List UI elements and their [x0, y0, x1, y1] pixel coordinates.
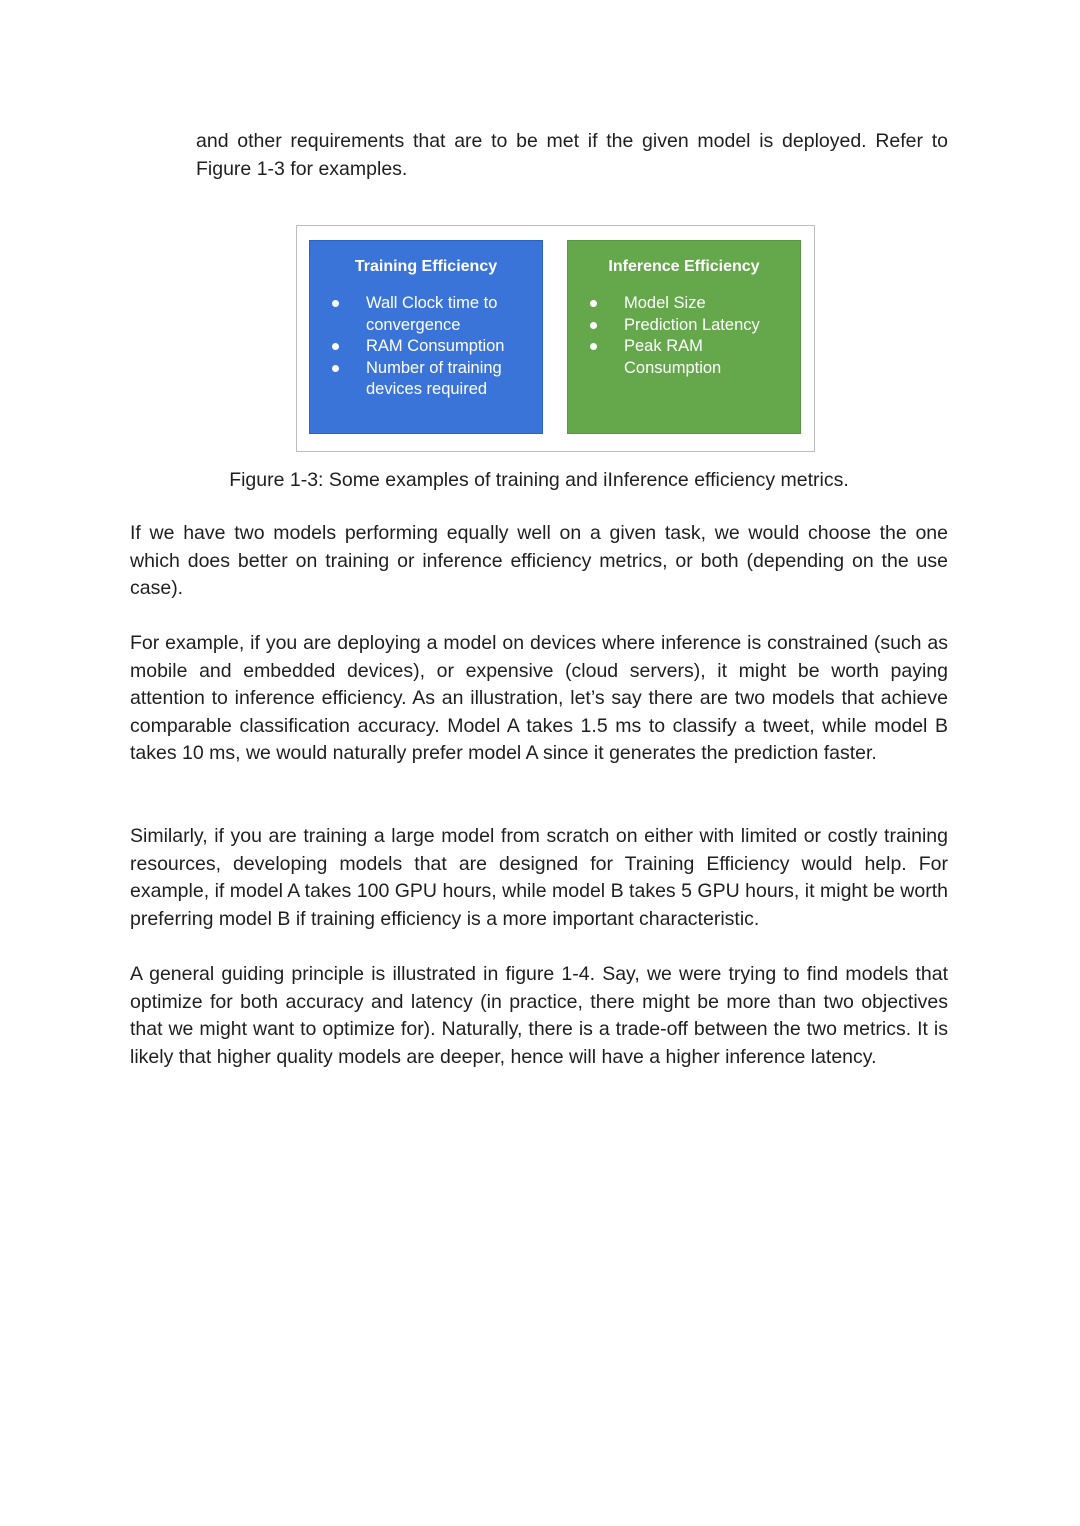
list-item [310, 358, 542, 401]
inference-efficiency-panel [567, 240, 801, 434]
paragraph-intro: and other requirements that are to be met if the given model is deployed. Refer to Figure 1-3 for examples. [196, 130, 948, 180]
list-item [310, 336, 542, 358]
list-item [568, 315, 800, 337]
list-item [568, 293, 800, 315]
list-item [568, 336, 800, 379]
paragraph-similarly: Similarly, if you are training a large model from scratch on either with limited or costly training resources, developing models that are designed for Training Efficiency would help. For example, if model A takes 100 GPU hours, while model B takes 5 GPU hours, it might be worth preferring model B if training efficiency is a more important characteristic. [130, 825, 948, 930]
list-item-text: Number of training devices required [366, 358, 502, 398]
inference-efficiency-list [568, 293, 800, 379]
bullet-icon [590, 343, 597, 350]
list-item-text: Wall Clock time to convergence [366, 294, 498, 334]
list-item-text: Peak RAM Consumption [624, 337, 722, 377]
list-item-text: RAM Consumption [366, 337, 505, 355]
bullet-icon [332, 300, 339, 307]
figure-1-3 [296, 225, 815, 452]
training-efficiency-title: Training Efficiency [354, 258, 498, 275]
bullet-icon [332, 343, 339, 350]
bullet-icon [590, 300, 597, 307]
training-efficiency-panel [309, 240, 543, 434]
inference-efficiency-title: Inference Efficiency [608, 258, 760, 275]
bullet-icon [590, 322, 597, 329]
paragraph-example: For example, if you are deploying a model on devices where inference is constrained (such as mobile and embedded devices), or expensive (cloud servers), it might be worth paying attention to inference efficiency. As an illustration, let’s say there are two models that achieve comparable classification accuracy. Model A takes 1.5 ms to classify a tweet, while model B takes 10 ms, we would naturally prefer model A since it generates the prediction faster. [130, 632, 948, 764]
list-item-text: Model Size [624, 294, 706, 312]
list-item-text: Prediction Latency [624, 315, 760, 334]
paragraph-principle: A general guiding principle is illustrated in figure 1-4. Say, we were trying to find models that optimize for both accuracy and latency (in practice, there might be more than two objectives that we might want to optimize for). Naturally, there is a trade-off between the two metrics. It is likely that higher quality models are deeper, hence will have a higher inference latency. [130, 963, 948, 1068]
figure-caption: Figure 1-3: Some examples of training and iInference efficiency metrics. [229, 469, 849, 491]
paragraph-two-models: If we have two models performing equally well on a given task, we would choose the one which does better on training or inference efficiency metrics, or both (depending on the use case). [130, 522, 948, 599]
list-item [310, 293, 542, 336]
training-efficiency-list [310, 293, 542, 401]
bullet-icon [332, 365, 339, 372]
